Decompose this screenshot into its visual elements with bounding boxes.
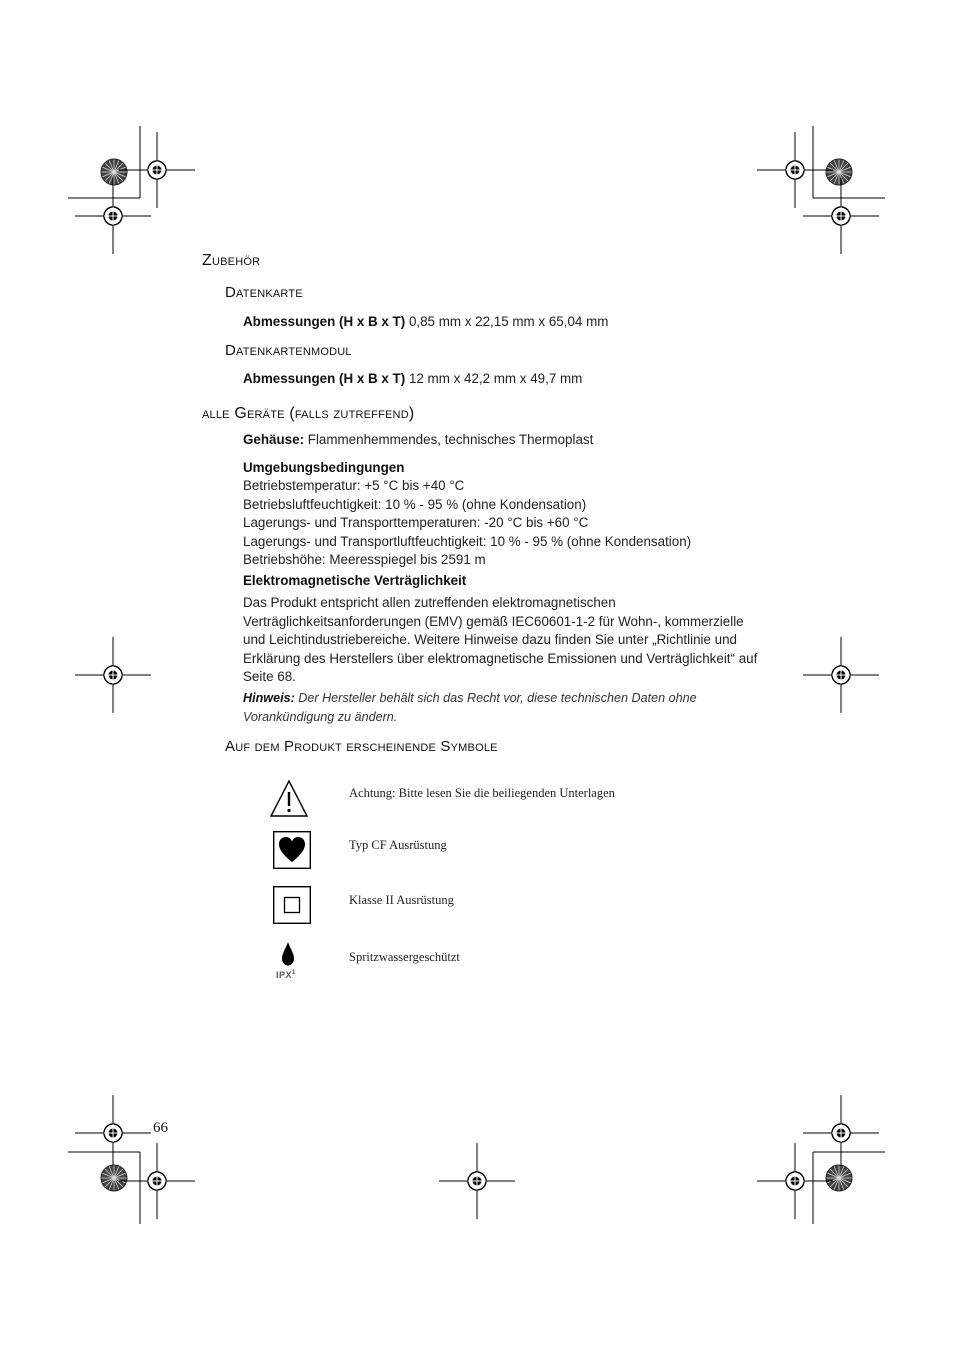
subsection-title-symbole: Auf dem Produkt erscheinende Symbole xyxy=(225,738,498,755)
datenkartenmodul-dimensions xyxy=(243,370,582,389)
umgebung-line: Lagerungs- und Transporttemperaturen: -20 °C bis +60 °C xyxy=(243,515,589,531)
ipx-rating-text: IPX$^1$ xyxy=(276,970,296,980)
hinweis-note xyxy=(243,689,803,727)
symbol-label-spritzwasser: Spritzwassergeschützt xyxy=(349,950,460,964)
emv-line: und Leichtindustriebereiche. Weitere Hinweise dazu finden Sie unter „Richtlinie und xyxy=(243,632,738,648)
class-ii-square-icon xyxy=(273,886,311,924)
ipx-drop-icon xyxy=(276,941,302,967)
symbol-label-achtung: Achtung: Bitte lesen Sie die beiliegenden Unterlagen xyxy=(349,786,615,800)
datenkarte-dim-value: 0,85 mm x 22,15 mm x 65,04 mm xyxy=(408,314,609,329)
datenkartenmodul-dim-value: 12 mm x 42,2 mm x 49,7 mm xyxy=(408,371,583,386)
umgebung-list xyxy=(243,477,803,570)
hinweis-label: Hinweis: xyxy=(243,691,295,705)
emv-line: Verträglichkeitsanforderungen (EMV) gemäß IEC60601-1-2 für Wohn-, kommerzielle xyxy=(243,613,744,629)
umgebung-line: Betriebstemperatur: +5 °C bis +40 °C xyxy=(243,478,465,493)
gehaeuse-label: Gehäuse: xyxy=(243,432,305,447)
symbol-label-klasse-ii: Klasse II Ausrüstung xyxy=(349,893,454,907)
gehaeuse-value: Flammenhemmendes, technisches Thermoplast xyxy=(307,432,594,447)
umgebung-line: Lagerungs- und Transportluftfeuchtigkeit: 10 % - 95 % (ohne Kondensation) xyxy=(243,533,692,549)
subsection-title-datenkarte: Datenkarte xyxy=(225,284,303,301)
umgebung-title: Umgebungsbedingungen xyxy=(243,460,405,475)
datenkarte-dim-label: Abmessungen (H x B x T) xyxy=(243,314,406,329)
section-title-alle-geraete: alle Geräte (falls zutreffend) xyxy=(202,405,415,422)
datenkartenmodul-dim-label: Abmessungen (H x B x T) xyxy=(243,371,406,386)
warning-triangle-icon xyxy=(269,779,309,819)
hinweis-text-1: Der Hersteller behält sich das Recht vor, diese technischen Daten ohne xyxy=(298,691,697,705)
emv-title: Elektromagnetische Verträglichkeit xyxy=(243,573,467,588)
emv-line: Das Produkt entspricht allen zutreffenden elektromagnetischen xyxy=(243,595,616,610)
subsection-title-datenkartenmodul: Datenkartenmodul xyxy=(225,342,352,359)
datenkarte-dimensions xyxy=(243,313,608,332)
emv-paragraph xyxy=(243,594,803,687)
symbol-label-typ-cf: Typ CF Ausrüstung xyxy=(349,838,447,852)
section-title-zubehoer: Zubehör xyxy=(202,252,261,269)
type-cf-heart-icon xyxy=(273,831,311,869)
emv-line: Seite 68. xyxy=(243,669,296,685)
page-number: 66 xyxy=(153,1120,168,1136)
umgebung-line: Betriebshöhe: Meeresspiegel bis 2591 m xyxy=(243,552,486,568)
hinweis-text-2: Vorankündigung zu ändern. xyxy=(243,710,398,724)
gehaeuse-line xyxy=(243,431,593,450)
emv-line: Erklärung des Herstellers über elektromagnetische Emissionen und Verträglichkeit“ auf xyxy=(243,650,758,666)
umgebung-line: Betriebsluftfeuchtigkeit: 10 % - 95 % (ohne Kondensation) xyxy=(243,496,587,512)
